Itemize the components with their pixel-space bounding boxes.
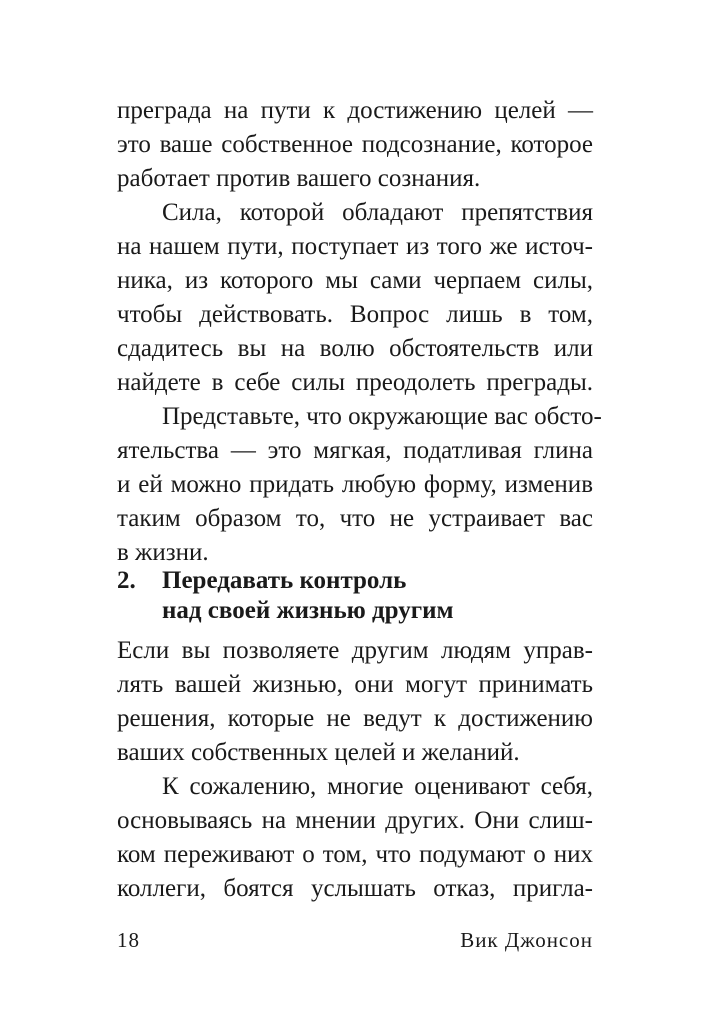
body-text-top [117,94,602,570]
heading-line-1 [117,566,593,596]
text-line: в жизни. [117,539,209,566]
text-line: Сила, которой обладают препятствия [162,199,593,226]
text-line: работает против вашего сознания. [117,165,481,192]
text-line: Представьте, что окружающие вас обсто- [162,403,602,430]
section-heading [117,566,593,626]
page-number: 18 [117,928,140,952]
text-line: преграда на пути к достижению целей — [117,97,593,124]
text-line: основываясь на мнении других. Они слиш- [117,807,593,834]
text-line: на нашем пути, поступает из того же источ- [117,233,593,260]
text-line: коллеги, боятся услышать отказ, пригла- [117,875,593,902]
running-author: Вик Джонсон [460,928,593,952]
heading-text-1: Передавать контроль [162,567,407,594]
text-line: и ей можно придать любую форму, изменив [117,471,593,498]
text-line: сдадитесь вы на волю обстоятельств или [117,335,593,362]
text-line: К сожалению, многие оценивают себя, [162,773,593,800]
text-line: ятельства — это мягкая, податливая глина [117,437,593,464]
heading-line-2: над своей жизнью другим [162,597,454,624]
text-line: Если вы позволяете другим людям управ- [117,637,593,664]
text-line: чтобы действовать. Вопрос лишь в том, [117,301,593,328]
text-line: решения, которые не ведут к достижению [117,705,593,732]
text-line: это ваше собственное подсознание, которое [117,131,593,158]
text-line: ника, из которого мы сами черпаем силы, [117,267,593,294]
text-line: таким образом то, что не устраивает вас [117,505,593,532]
text-line: найдете в себе силы преодолеть преграды. [117,369,593,396]
body-text-bottom [117,634,593,906]
text-line: ком переживают о том, что подумают о них [117,841,593,868]
text-line: лять вашей жизнью, они могут принимать [117,671,593,698]
heading-number: 2. [117,567,136,594]
text-line: ваших собственных целей и желаний. [117,739,520,766]
